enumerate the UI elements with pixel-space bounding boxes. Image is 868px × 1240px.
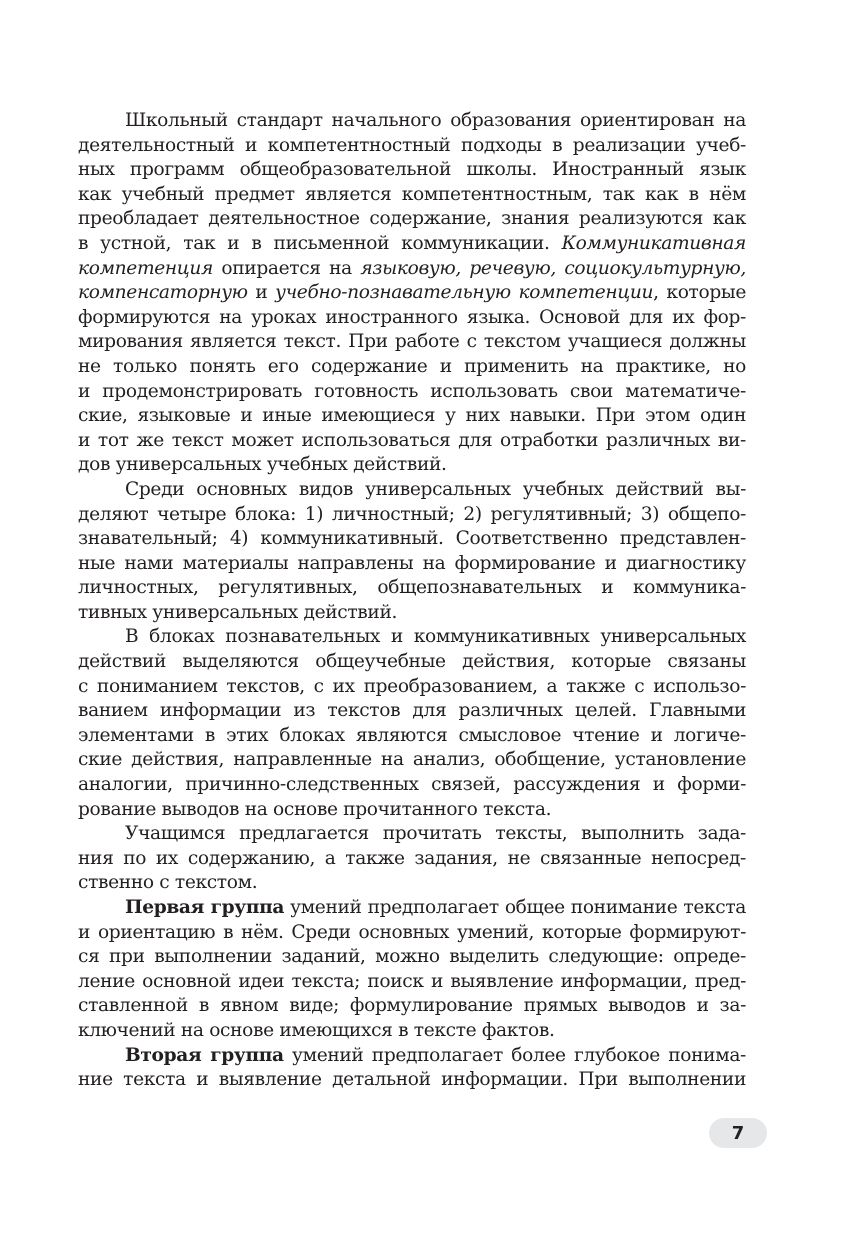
text-line (78, 207, 746, 232)
text-segment: мирования является текст. При работе с текстом учащиеся должны (78, 331, 746, 353)
text-segment: и тот же текст может использоваться для отработки различных ви- (78, 429, 746, 451)
text-line (78, 429, 746, 454)
text-segment: с пониманием текстов, с их преобразованием, а также с использо- (78, 675, 746, 697)
text-segment: ся при выполнении заданий, можно выделить следующие: опреде- (78, 946, 746, 968)
bold-text-segment: Первая группа (125, 897, 285, 918)
text-segment: и продемонстрировать готовность использовать свои математиче- (78, 380, 746, 402)
text-line (78, 134, 746, 159)
text-line (78, 601, 746, 626)
text-line (78, 478, 746, 503)
text-line (78, 847, 746, 872)
text-line (78, 921, 746, 946)
text-segment: ские, языковые и иные имеющиеся у них навыки. При этом один (78, 405, 746, 427)
text-line (78, 650, 746, 675)
text-line (78, 306, 746, 331)
text-segment: тивных универсальных действий. (78, 601, 398, 623)
text-line (78, 552, 746, 577)
text-line (78, 232, 746, 257)
text-line (78, 330, 746, 355)
italic-text-segment: Коммуникативная (561, 232, 746, 254)
text-line (78, 503, 746, 528)
text-line (78, 994, 746, 1019)
text-segment: Учащимся предлагается прочитать тексты, выполнить зада- (125, 823, 746, 845)
text-line (78, 970, 746, 995)
italic-text-segment: учебно-познавательную компетенции (275, 282, 654, 304)
bold-text-segment: Вторая группа (125, 1044, 284, 1066)
text-line (78, 404, 746, 429)
text-line (78, 724, 746, 749)
text-line (78, 257, 746, 282)
text-line (78, 576, 746, 601)
text-segment: ные нами материалы направлены на формирование и диагностику (78, 552, 746, 574)
page-body-text (78, 109, 746, 1093)
text-segment: ставленной в явном виде; формулирование прямых выводов и за- (78, 995, 746, 1017)
text-segment: умений предполагает общее понимание текста (284, 897, 746, 918)
text-segment: как учебный предмет является компетентностным, так как в нём (78, 183, 746, 205)
text-segment: не только понять его содержание и применить на практике, но (78, 355, 746, 377)
text-segment: ние текста и выявление детальной информации. При выполнении (78, 1069, 746, 1091)
text-line (78, 109, 746, 134)
text-segment: , которые (653, 282, 746, 304)
text-line (78, 281, 746, 306)
text-segment: в устной, так и в письменной коммуникации. (78, 232, 562, 254)
text-segment: дов универсальных учебных действий. (78, 454, 447, 476)
page-number-badge (709, 1118, 767, 1148)
text-segment: рование выводов на основе прочитанного текста. (78, 798, 552, 820)
text-line (78, 1019, 746, 1044)
text-segment: Среди основных видов универсальных учебных действий вы- (125, 478, 746, 500)
text-segment: деятельностный и компетентностный подходы в реализации учеб- (78, 134, 746, 156)
italic-text-segment: компетенция (78, 257, 213, 279)
text-segment: ния по их содержанию, а также задания, не связанные непосред- (78, 847, 746, 869)
text-segment: и ориентацию в нём. Среди основных умений, которые формируют- (78, 921, 746, 943)
italic-text-segment: компенсаторную (78, 282, 248, 304)
text-line (78, 699, 746, 724)
text-line (78, 380, 746, 405)
text-segment: ключений на основе имеющихся в тексте фактов. (78, 1019, 555, 1041)
text-line (78, 748, 746, 773)
text-line (78, 183, 746, 208)
text-segment: ственно с текстом. (78, 872, 258, 894)
text-segment: Школьный стандарт начального образования ориентирован на (125, 110, 746, 131)
text-segment: ных программ общеобразовательной школы. Иностранный язык (78, 159, 746, 181)
text-line (78, 675, 746, 700)
text-line (78, 625, 746, 650)
text-segment: ление основной идеи текста; поиск и выявление информации, пред- (78, 970, 746, 992)
text-segment: деляют четыре блока: 1) личностный; 2) регулятивный; 3) общепо- (78, 503, 746, 525)
text-line (78, 453, 746, 478)
text-segment: опирается на (213, 257, 361, 279)
text-segment: и (247, 282, 276, 304)
text-segment: В блоках познавательных и коммуникативных универсальных (125, 626, 746, 648)
text-segment: формируются на уроках иностранного языка. Основой для их фор- (78, 306, 746, 328)
text-segment: преобладает деятельностное содержание, знания реализуются как (78, 208, 746, 230)
text-segment: ские действия, направленные на анализ, обобщение, установление (78, 749, 746, 771)
text-line (78, 158, 746, 183)
text-line (78, 1068, 746, 1093)
text-segment: личностных, регулятивных, общепознавательных и коммуника- (78, 577, 746, 599)
text-segment: аналогии, причинно-следственных связей, рассуждения и форми- (78, 774, 746, 796)
text-line (78, 871, 746, 896)
text-segment: действий выделяются общеучебные действия, которые связаны (78, 651, 746, 673)
text-line (78, 945, 746, 970)
text-segment: умений предполагает более глубокое понима- (283, 1044, 746, 1066)
text-line (78, 1044, 746, 1069)
text-line (78, 896, 746, 921)
text-line (78, 822, 746, 847)
text-line (78, 773, 746, 798)
page-number: 7 (731, 1122, 745, 1144)
italic-text-segment: языковую, речевую, социокультурную, (360, 257, 746, 279)
text-segment: знавательный; 4) коммуникативный. Соответственно представлен- (78, 528, 746, 550)
text-line (78, 355, 746, 380)
text-segment: элементами в этих блоках являются смысловое чтение и логиче- (78, 724, 746, 746)
text-segment: ванием информации из текстов для различных целей. Главными (78, 700, 746, 722)
text-line (78, 527, 746, 552)
text-line (78, 798, 746, 823)
